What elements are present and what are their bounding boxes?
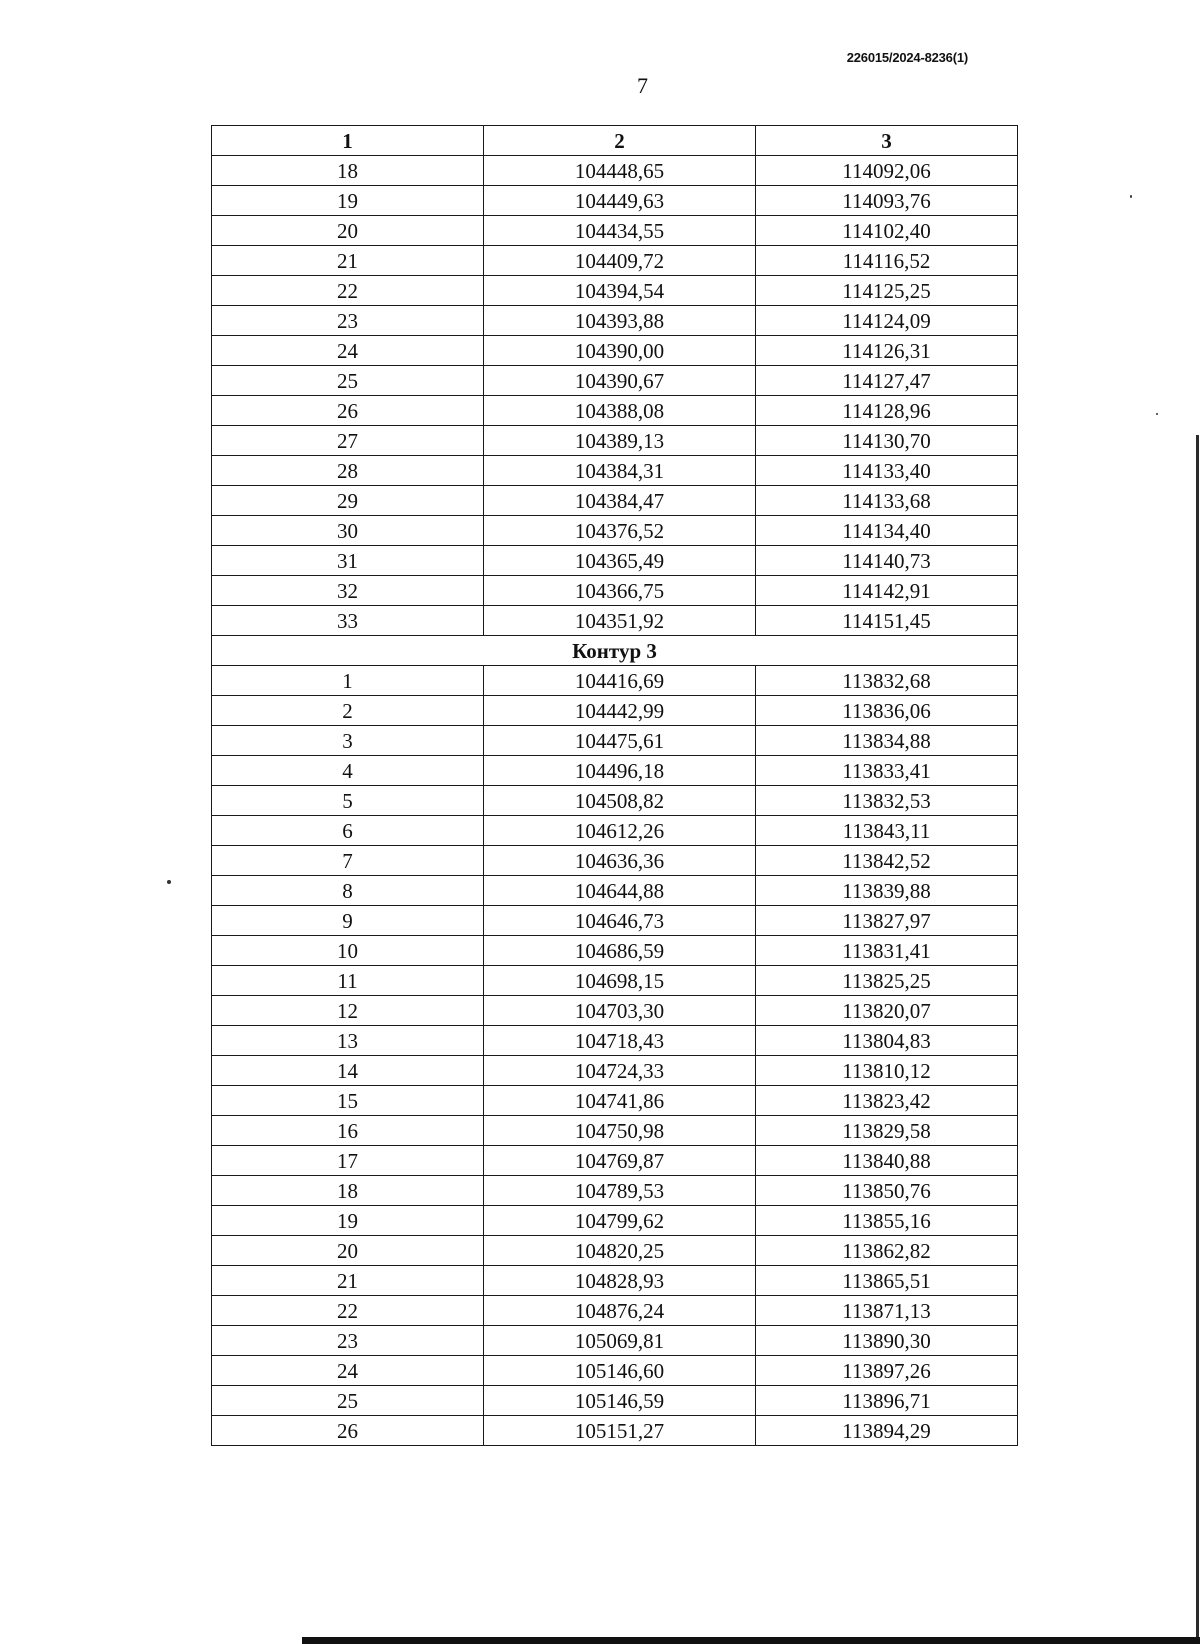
y-coordinate-cell: 113832,68	[756, 666, 1018, 696]
point-number-cell: 30	[212, 516, 484, 546]
point-number-cell: 23	[212, 306, 484, 336]
point-number-cell: 11	[212, 966, 484, 996]
y-coordinate-cell: 113804,83	[756, 1026, 1018, 1056]
table-row	[212, 1266, 1018, 1296]
x-coordinate-cell: 104508,82	[484, 786, 756, 816]
y-coordinate-cell: 113890,30	[756, 1326, 1018, 1356]
point-number-cell: 21	[212, 246, 484, 276]
y-coordinate-cell: 113896,71	[756, 1386, 1018, 1416]
table-row	[212, 246, 1018, 276]
table-row	[212, 816, 1018, 846]
x-coordinate-cell: 104384,47	[484, 486, 756, 516]
point-number-cell: 18	[212, 156, 484, 186]
x-coordinate-cell: 104820,25	[484, 1236, 756, 1266]
x-coordinate-cell: 104434,55	[484, 216, 756, 246]
scan-speck	[1130, 195, 1132, 198]
point-number-cell: 28	[212, 456, 484, 486]
y-coordinate-cell: 113839,88	[756, 876, 1018, 906]
table-row	[212, 426, 1018, 456]
x-coordinate-cell: 104612,26	[484, 816, 756, 846]
table-row	[212, 396, 1018, 426]
y-coordinate-cell: 113827,97	[756, 906, 1018, 936]
x-coordinate-cell: 105146,59	[484, 1386, 756, 1416]
point-number-cell: 25	[212, 366, 484, 396]
x-coordinate-cell: 104384,31	[484, 456, 756, 486]
x-coordinate-cell: 104644,88	[484, 876, 756, 906]
table-row	[212, 1056, 1018, 1086]
x-coordinate-cell: 104703,30	[484, 996, 756, 1026]
table-row	[212, 1386, 1018, 1416]
section-row-group	[212, 636, 1018, 666]
y-coordinate-cell: 113832,53	[756, 786, 1018, 816]
point-number-cell: 27	[212, 426, 484, 456]
table-row	[212, 1296, 1018, 1326]
table-row	[212, 336, 1018, 366]
point-number-cell: 25	[212, 1386, 484, 1416]
point-number-cell: 13	[212, 1026, 484, 1056]
point-number-cell: 14	[212, 1056, 484, 1086]
point-number-cell: 26	[212, 1416, 484, 1446]
table-row	[212, 876, 1018, 906]
point-number-cell: 1	[212, 666, 484, 696]
table-row	[212, 696, 1018, 726]
x-coordinate-cell: 104876,24	[484, 1296, 756, 1326]
x-coordinate-cell: 104416,69	[484, 666, 756, 696]
y-coordinate-cell: 114125,25	[756, 276, 1018, 306]
column-header-2: 2	[484, 126, 756, 156]
point-number-cell: 26	[212, 396, 484, 426]
point-number-cell: 20	[212, 216, 484, 246]
table-row	[212, 966, 1018, 996]
y-coordinate-cell: 114130,70	[756, 426, 1018, 456]
y-coordinate-cell: 114093,76	[756, 186, 1018, 216]
x-coordinate-cell: 104448,65	[484, 156, 756, 186]
y-coordinate-cell: 113836,06	[756, 696, 1018, 726]
document-id: 226015/2024-8236(1)	[846, 50, 968, 65]
y-coordinate-cell: 113810,12	[756, 1056, 1018, 1086]
y-coordinate-cell: 114133,68	[756, 486, 1018, 516]
x-coordinate-cell: 104799,62	[484, 1206, 756, 1236]
y-coordinate-cell: 114133,40	[756, 456, 1018, 486]
x-coordinate-cell: 104769,87	[484, 1146, 756, 1176]
column-header-3: 3	[756, 126, 1018, 156]
table-row	[212, 1146, 1018, 1176]
y-coordinate-cell: 113871,13	[756, 1296, 1018, 1326]
point-number-cell: 7	[212, 846, 484, 876]
point-number-cell: 23	[212, 1326, 484, 1356]
x-coordinate-cell: 104376,52	[484, 516, 756, 546]
x-coordinate-cell: 105069,81	[484, 1326, 756, 1356]
point-number-cell: 12	[212, 996, 484, 1026]
scan-speck	[1156, 413, 1158, 415]
x-coordinate-cell: 104351,92	[484, 606, 756, 636]
table-row	[212, 1236, 1018, 1266]
table-row	[212, 276, 1018, 306]
y-coordinate-cell: 114126,31	[756, 336, 1018, 366]
table-row	[212, 996, 1018, 1026]
point-number-cell: 10	[212, 936, 484, 966]
x-coordinate-cell: 104394,54	[484, 276, 756, 306]
point-number-cell: 29	[212, 486, 484, 516]
table-row	[212, 1326, 1018, 1356]
point-number-cell: 2	[212, 696, 484, 726]
x-coordinate-cell: 104390,67	[484, 366, 756, 396]
column-header-1: 1	[212, 126, 484, 156]
point-number-cell: 22	[212, 1296, 484, 1326]
table-row	[212, 936, 1018, 966]
point-number-cell: 8	[212, 876, 484, 906]
x-coordinate-cell: 104393,88	[484, 306, 756, 336]
header-row	[212, 126, 1018, 156]
point-number-cell: 15	[212, 1086, 484, 1116]
y-coordinate-cell: 114140,73	[756, 546, 1018, 576]
table-row	[212, 486, 1018, 516]
x-coordinate-cell: 104646,73	[484, 906, 756, 936]
x-coordinate-cell: 104449,63	[484, 186, 756, 216]
y-coordinate-cell: 113840,88	[756, 1146, 1018, 1176]
point-number-cell: 5	[212, 786, 484, 816]
y-coordinate-cell: 114127,47	[756, 366, 1018, 396]
table-row	[212, 186, 1018, 216]
table-row	[212, 606, 1018, 636]
table-row	[212, 1416, 1018, 1446]
table-row	[212, 216, 1018, 246]
page-number: 7	[637, 73, 648, 98]
coordinates-table	[211, 125, 1018, 1446]
y-coordinate-cell: 113842,52	[756, 846, 1018, 876]
point-number-cell: 31	[212, 546, 484, 576]
x-coordinate-cell: 104686,59	[484, 936, 756, 966]
x-coordinate-cell: 104390,00	[484, 336, 756, 366]
point-number-cell: 16	[212, 1116, 484, 1146]
y-coordinate-cell: 114124,09	[756, 306, 1018, 336]
point-number-cell: 19	[212, 1206, 484, 1236]
table-row	[212, 786, 1018, 816]
table-body-part-1	[212, 156, 1018, 636]
point-number-cell: 21	[212, 1266, 484, 1296]
table-body-part-2	[212, 666, 1018, 1446]
section-row	[212, 636, 1018, 666]
point-number-cell: 24	[212, 336, 484, 366]
x-coordinate-cell: 104828,93	[484, 1266, 756, 1296]
y-coordinate-cell: 113843,11	[756, 816, 1018, 846]
y-coordinate-cell: 113855,16	[756, 1206, 1018, 1236]
x-coordinate-cell: 104698,15	[484, 966, 756, 996]
point-number-cell: 32	[212, 576, 484, 606]
point-number-cell: 3	[212, 726, 484, 756]
x-coordinate-cell: 105151,27	[484, 1416, 756, 1446]
table-row	[212, 1356, 1018, 1386]
point-number-cell: 17	[212, 1146, 484, 1176]
x-coordinate-cell: 104789,53	[484, 1176, 756, 1206]
y-coordinate-cell: 113894,29	[756, 1416, 1018, 1446]
x-coordinate-cell: 104388,08	[484, 396, 756, 426]
table-row	[212, 1086, 1018, 1116]
point-number-cell: 18	[212, 1176, 484, 1206]
table-row	[212, 456, 1018, 486]
y-coordinate-cell: 114102,40	[756, 216, 1018, 246]
y-coordinate-cell: 113825,25	[756, 966, 1018, 996]
y-coordinate-cell: 114128,96	[756, 396, 1018, 426]
x-coordinate-cell: 104724,33	[484, 1056, 756, 1086]
x-coordinate-cell: 104496,18	[484, 756, 756, 786]
table-row	[212, 576, 1018, 606]
point-number-cell: 22	[212, 276, 484, 306]
y-coordinate-cell: 113834,88	[756, 726, 1018, 756]
y-coordinate-cell: 114116,52	[756, 246, 1018, 276]
x-coordinate-cell: 104365,49	[484, 546, 756, 576]
x-coordinate-cell: 105146,60	[484, 1356, 756, 1386]
x-coordinate-cell: 104475,61	[484, 726, 756, 756]
table-row	[212, 306, 1018, 336]
x-coordinate-cell: 104442,99	[484, 696, 756, 726]
point-number-cell: 19	[212, 186, 484, 216]
y-coordinate-cell: 114092,06	[756, 156, 1018, 186]
table-row	[212, 906, 1018, 936]
scan-bottom-edge	[302, 1637, 1200, 1644]
table-row	[212, 366, 1018, 396]
point-number-cell: 6	[212, 816, 484, 846]
x-coordinate-cell: 104389,13	[484, 426, 756, 456]
table-row	[212, 1116, 1018, 1146]
y-coordinate-cell: 113831,41	[756, 936, 1018, 966]
y-coordinate-cell: 114134,40	[756, 516, 1018, 546]
table-row	[212, 1206, 1018, 1236]
table-row	[212, 516, 1018, 546]
table-row	[212, 846, 1018, 876]
x-coordinate-cell: 104718,43	[484, 1026, 756, 1056]
scan-speck	[167, 880, 171, 884]
y-coordinate-cell: 113862,82	[756, 1236, 1018, 1266]
table-row	[212, 1176, 1018, 1206]
table-row	[212, 666, 1018, 696]
point-number-cell: 20	[212, 1236, 484, 1266]
y-coordinate-cell: 113850,76	[756, 1176, 1018, 1206]
x-coordinate-cell: 104409,72	[484, 246, 756, 276]
y-coordinate-cell: 114151,45	[756, 606, 1018, 636]
x-coordinate-cell: 104750,98	[484, 1116, 756, 1146]
section-label: Контур 3	[212, 636, 1018, 666]
table-header	[212, 126, 1018, 156]
table-row	[212, 156, 1018, 186]
point-number-cell: 33	[212, 606, 484, 636]
table-row	[212, 756, 1018, 786]
y-coordinate-cell: 113897,26	[756, 1356, 1018, 1386]
x-coordinate-cell: 104366,75	[484, 576, 756, 606]
scan-edge-line	[1196, 435, 1199, 1644]
y-coordinate-cell: 114142,91	[756, 576, 1018, 606]
table-row	[212, 1026, 1018, 1056]
table-row	[212, 726, 1018, 756]
point-number-cell: 4	[212, 756, 484, 786]
y-coordinate-cell: 113833,41	[756, 756, 1018, 786]
y-coordinate-cell: 113829,58	[756, 1116, 1018, 1146]
x-coordinate-cell: 104636,36	[484, 846, 756, 876]
point-number-cell: 24	[212, 1356, 484, 1386]
y-coordinate-cell: 113823,42	[756, 1086, 1018, 1116]
table-row	[212, 546, 1018, 576]
x-coordinate-cell: 104741,86	[484, 1086, 756, 1116]
y-coordinate-cell: 113820,07	[756, 996, 1018, 1026]
y-coordinate-cell: 113865,51	[756, 1266, 1018, 1296]
point-number-cell: 9	[212, 906, 484, 936]
